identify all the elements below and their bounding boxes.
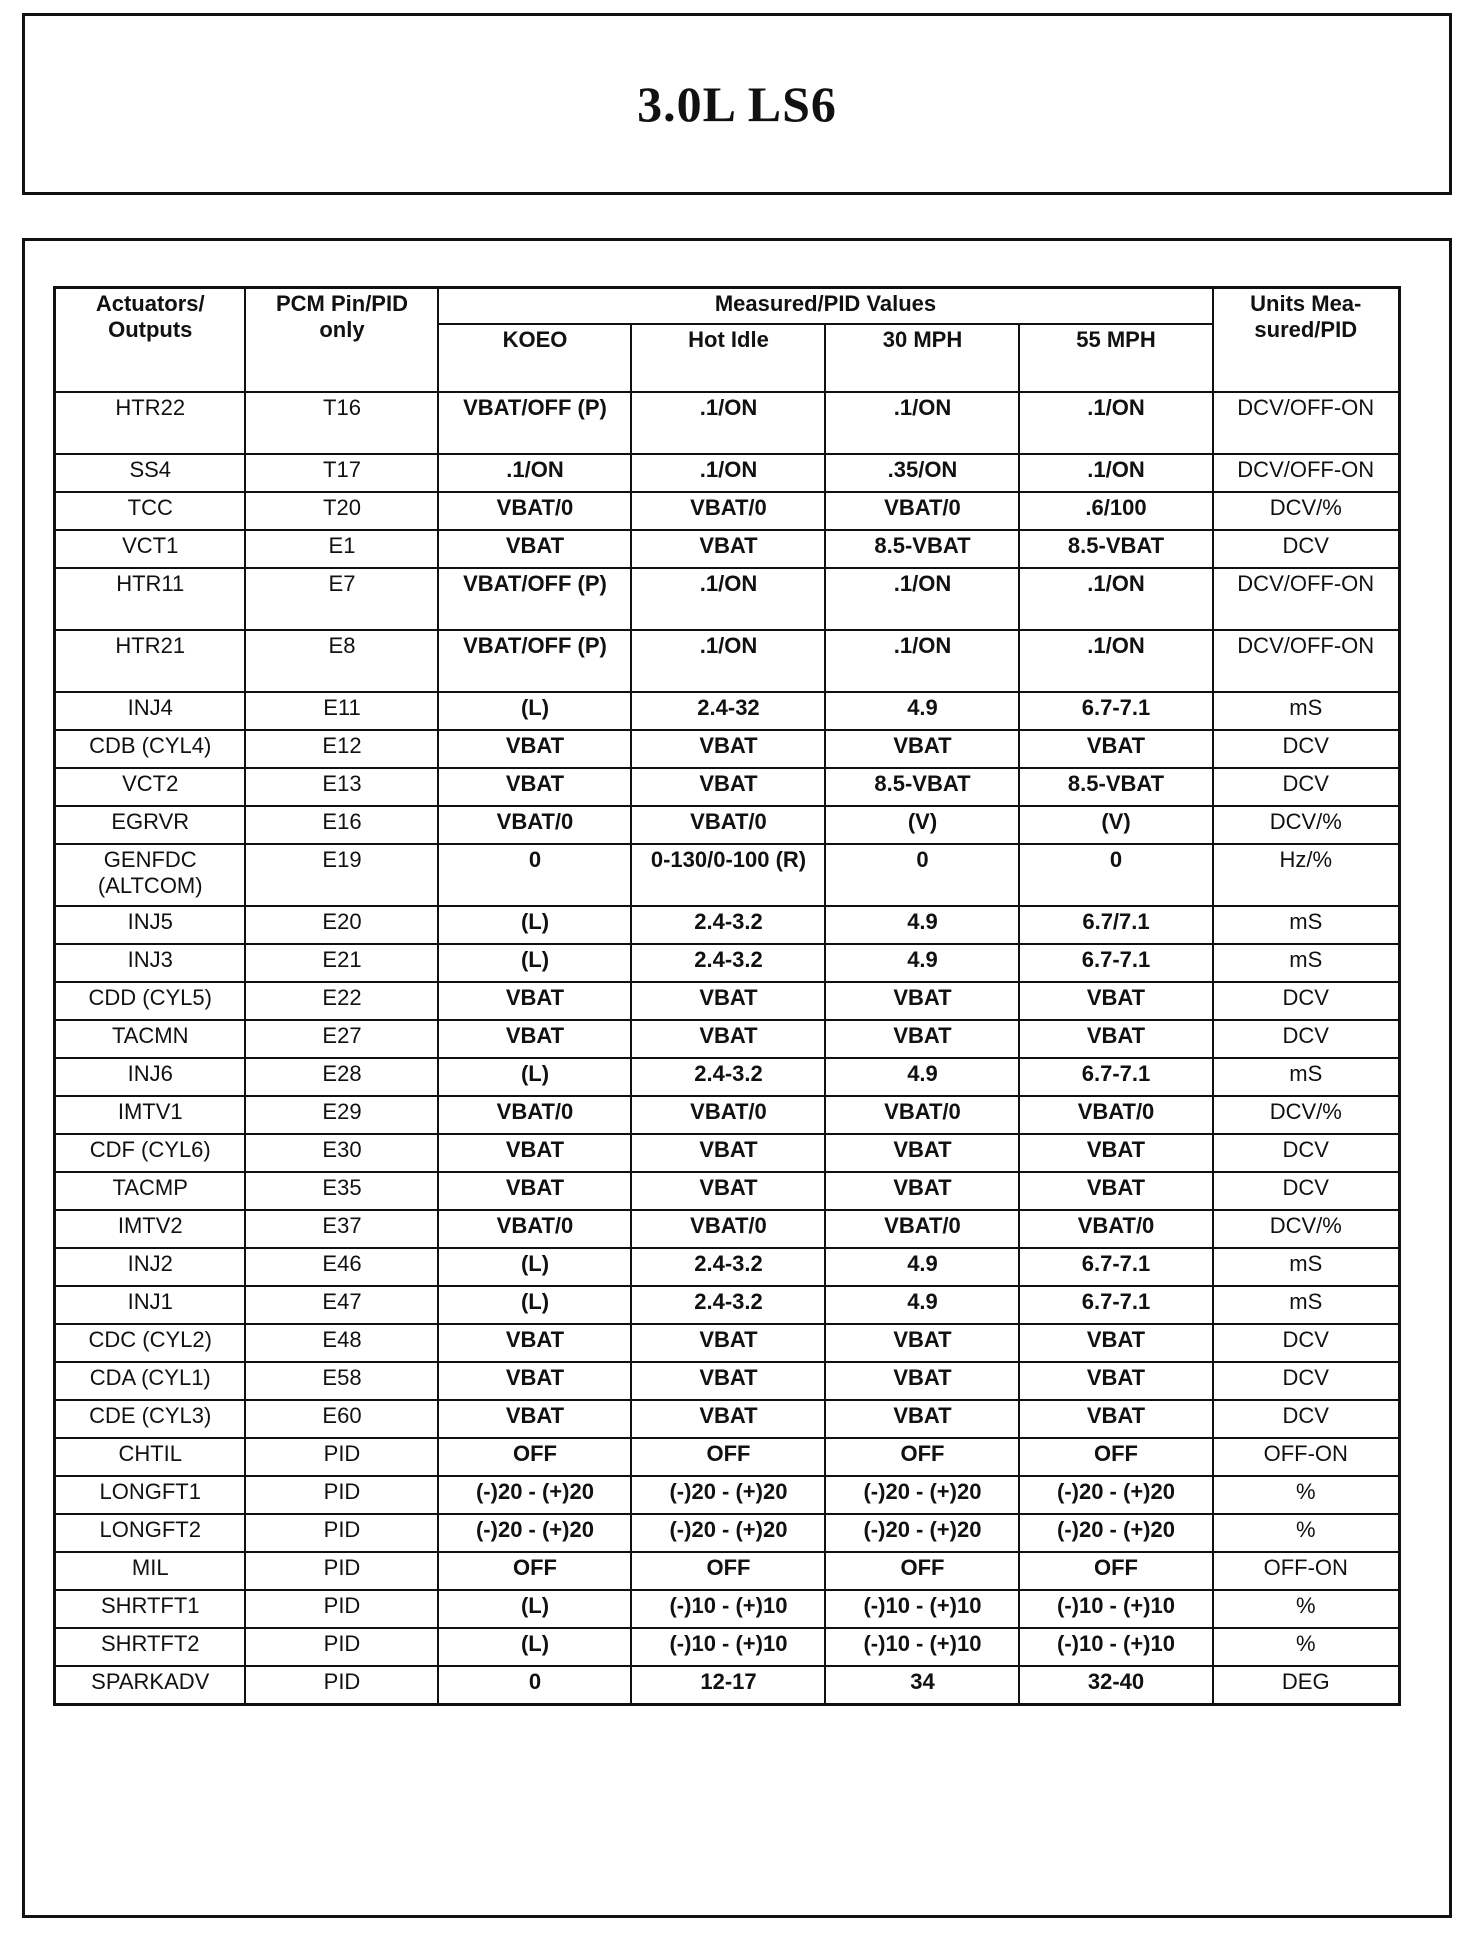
units-cell: mS [1213,1058,1400,1096]
units-cell: OFF-ON [1213,1552,1400,1590]
mph30-cell: 4.9 [825,944,1019,982]
table-row [55,1362,1400,1400]
units-cell: DCV [1213,982,1400,1020]
pin-cell: T16 [245,392,438,454]
mph55-cell: 6.7/7.1 [1019,906,1212,944]
mph55-cell: 0 [1019,844,1212,906]
table-row [55,1210,1400,1248]
mph30-cell: VBAT [825,1324,1019,1362]
mph30-cell: OFF [825,1438,1019,1476]
hot-idle-cell: VBAT [631,982,825,1020]
hot-idle-cell: VBAT [631,530,825,568]
header-30-mph: 30 MPH [825,324,1019,392]
hot-idle-cell: OFF [631,1552,825,1590]
table-row [55,1324,1400,1362]
table-row [55,492,1400,530]
actuator-cell: VCT1 [55,530,246,568]
table-row [55,568,1400,630]
mph55-cell: 8.5-VBAT [1019,530,1212,568]
mph30-cell: 4.9 [825,906,1019,944]
mph55-cell: VBAT/0 [1019,1210,1212,1248]
koeo-cell: VBAT/OFF (P) [438,568,631,630]
hot-idle-cell: .1/ON [631,454,825,492]
hot-idle-cell: 2.4-3.2 [631,1058,825,1096]
koeo-cell: (L) [438,944,631,982]
header-koeo: KOEO [438,324,631,392]
mph30-cell: (-)10 - (+)10 [825,1590,1019,1628]
koeo-cell: VBAT [438,730,631,768]
koeo-cell: VBAT/OFF (P) [438,630,631,692]
koeo-cell: VBAT [438,1324,631,1362]
header-hot-idle: Hot Idle [631,324,825,392]
pin-cell: E11 [245,692,438,730]
mph55-cell: .1/ON [1019,630,1212,692]
units-cell: DCV [1213,1362,1400,1400]
mph30-cell: 34 [825,1666,1019,1705]
pin-cell: E28 [245,1058,438,1096]
koeo-cell: (-)20 - (+)20 [438,1476,631,1514]
units-cell: mS [1213,692,1400,730]
pin-cell: E22 [245,982,438,1020]
mph55-cell: VBAT/0 [1019,1096,1212,1134]
header-measured-group: Measured/PID Values [438,288,1212,325]
koeo-cell: VBAT [438,1020,631,1058]
hot-idle-cell: 2.4-32 [631,692,825,730]
units-cell: DCV [1213,768,1400,806]
pin-cell: PID [245,1628,438,1666]
hot-idle-cell: 0-130/0-100 (R) [631,844,825,906]
table-row [55,1666,1400,1705]
table-row [55,1020,1400,1058]
koeo-cell: 0 [438,1666,631,1705]
actuator-cell: INJ1 [55,1286,246,1324]
mph55-cell: 6.7-7.1 [1019,1058,1212,1096]
actuator-cell: CDC (CYL2) [55,1324,246,1362]
table-row [55,1552,1400,1590]
pin-cell: PID [245,1666,438,1705]
mph55-cell: VBAT [1019,982,1212,1020]
table-row [55,1514,1400,1552]
table-row [55,392,1400,454]
table-body [55,392,1400,1705]
units-cell: DCV/OFF-ON [1213,630,1400,692]
koeo-cell: (-)20 - (+)20 [438,1514,631,1552]
mph30-cell: 4.9 [825,1058,1019,1096]
koeo-cell: OFF [438,1552,631,1590]
table-row [55,1286,1400,1324]
units-cell: DCV [1213,1324,1400,1362]
actuator-cell: INJ2 [55,1248,246,1286]
table-row [55,630,1400,692]
units-cell: mS [1213,906,1400,944]
mph30-cell: (V) [825,806,1019,844]
hot-idle-cell: (-)10 - (+)10 [631,1628,825,1666]
hot-idle-cell: (-)10 - (+)10 [631,1590,825,1628]
actuator-cell: LONGFT2 [55,1514,246,1552]
koeo-cell: VBAT/0 [438,1210,631,1248]
mph30-cell: VBAT [825,982,1019,1020]
hot-idle-cell: .1/ON [631,568,825,630]
pin-cell: E20 [245,906,438,944]
actuator-cell: VCT2 [55,768,246,806]
mph55-cell: 8.5-VBAT [1019,768,1212,806]
header-actuators: Actuators/ Outputs [55,288,246,393]
pin-cell: E37 [245,1210,438,1248]
mph30-cell: (-)20 - (+)20 [825,1476,1019,1514]
actuator-cell: HTR21 [55,630,246,692]
table-row [55,982,1400,1020]
mph30-cell: 8.5-VBAT [825,768,1019,806]
hot-idle-cell: 2.4-3.2 [631,1286,825,1324]
mph30-cell: 8.5-VBAT [825,530,1019,568]
actuator-cell: IMTV1 [55,1096,246,1134]
page-title: 3.0L LS6 [637,76,837,132]
mph30-cell: .35/ON [825,454,1019,492]
koeo-cell: VBAT/0 [438,1096,631,1134]
header-pin: PCM Pin/PID only [245,288,438,393]
actuator-cell: EGRVR [55,806,246,844]
pin-cell: E12 [245,730,438,768]
mph30-cell: VBAT [825,1172,1019,1210]
mph55-cell: (-)10 - (+)10 [1019,1628,1212,1666]
actuator-cell: HTR11 [55,568,246,630]
actuator-cell: MIL [55,1552,246,1590]
measured-values-table [53,286,1401,1706]
actuator-cell: LONGFT1 [55,1476,246,1514]
units-cell: % [1213,1514,1400,1552]
mph55-cell: VBAT [1019,1362,1212,1400]
pin-cell: E21 [245,944,438,982]
actuator-cell: SHRTFT2 [55,1628,246,1666]
hot-idle-cell: VBAT/0 [631,806,825,844]
koeo-cell: .1/ON [438,454,631,492]
mph55-cell: (-)20 - (+)20 [1019,1514,1212,1552]
koeo-cell: (L) [438,1286,631,1324]
mph30-cell: 4.9 [825,692,1019,730]
actuator-cell: SS4 [55,454,246,492]
pin-cell: E58 [245,1362,438,1400]
pin-cell: E60 [245,1400,438,1438]
pin-cell: PID [245,1438,438,1476]
koeo-cell: VBAT [438,768,631,806]
hot-idle-cell: VBAT [631,768,825,806]
table-row [55,1134,1400,1172]
mph55-cell: VBAT [1019,1134,1212,1172]
table-row [55,906,1400,944]
mph30-cell: 4.9 [825,1248,1019,1286]
mph30-cell: .1/ON [825,630,1019,692]
table-row [55,530,1400,568]
mph55-cell: 6.7-7.1 [1019,944,1212,982]
actuator-cell: HTR22 [55,392,246,454]
units-cell: DCV/% [1213,492,1400,530]
hot-idle-cell: (-)20 - (+)20 [631,1514,825,1552]
units-cell: DCV/% [1213,1210,1400,1248]
mph55-cell: 6.7-7.1 [1019,1286,1212,1324]
pin-cell: E7 [245,568,438,630]
pin-cell: PID [245,1476,438,1514]
hot-idle-cell: VBAT/0 [631,1210,825,1248]
table-row [55,1476,1400,1514]
koeo-cell: VBAT [438,1400,631,1438]
pin-cell: T17 [245,454,438,492]
units-cell: DEG [1213,1666,1400,1705]
units-cell: % [1213,1476,1400,1514]
actuator-cell: CDE (CYL3) [55,1400,246,1438]
mph30-cell: .1/ON [825,392,1019,454]
hot-idle-cell: (-)20 - (+)20 [631,1476,825,1514]
actuator-cell: CDD (CYL5) [55,982,246,1020]
title-box [22,13,1452,195]
units-cell: DCV [1213,1172,1400,1210]
koeo-cell: VBAT [438,1134,631,1172]
mph30-cell: VBAT/0 [825,1096,1019,1134]
header-55-mph: 55 MPH [1019,324,1212,392]
mph30-cell: 4.9 [825,1286,1019,1324]
pin-cell: E35 [245,1172,438,1210]
hot-idle-cell: VBAT [631,1400,825,1438]
mph55-cell: 32-40 [1019,1666,1212,1705]
mph55-cell: 6.7-7.1 [1019,692,1212,730]
koeo-cell: OFF [438,1438,631,1476]
koeo-cell: VBAT/OFF (P) [438,392,631,454]
table-row [55,692,1400,730]
pin-cell: E1 [245,530,438,568]
mph55-cell: (-)20 - (+)20 [1019,1476,1212,1514]
units-cell: DCV [1213,730,1400,768]
hot-idle-cell: OFF [631,1438,825,1476]
actuator-cell: IMTV2 [55,1210,246,1248]
actuator-cell: INJ3 [55,944,246,982]
table-row [55,1400,1400,1438]
mph55-cell: 6.7-7.1 [1019,1248,1212,1286]
hot-idle-cell: VBAT [631,730,825,768]
hot-idle-cell: 2.4-3.2 [631,1248,825,1286]
units-cell: DCV/% [1213,1096,1400,1134]
actuator-cell: SPARKADV [55,1666,246,1705]
actuator-cell: SHRTFT1 [55,1590,246,1628]
koeo-cell: VBAT/0 [438,806,631,844]
koeo-cell: 0 [438,844,631,906]
actuator-cell: INJ5 [55,906,246,944]
table-row [55,1096,1400,1134]
units-cell: DCV/% [1213,806,1400,844]
koeo-cell: (L) [438,692,631,730]
hot-idle-cell: VBAT [631,1362,825,1400]
mph55-cell: OFF [1019,1552,1212,1590]
mph30-cell: OFF [825,1552,1019,1590]
mph55-cell: VBAT [1019,1020,1212,1058]
pin-cell: E30 [245,1134,438,1172]
mph30-cell: VBAT [825,1400,1019,1438]
table-row [55,768,1400,806]
hot-idle-cell: 12-17 [631,1666,825,1705]
mph30-cell: VBAT/0 [825,1210,1019,1248]
hot-idle-cell: VBAT [631,1020,825,1058]
pin-cell: E13 [245,768,438,806]
mph55-cell: VBAT [1019,1324,1212,1362]
table-row [55,730,1400,768]
koeo-cell: VBAT/0 [438,492,631,530]
pin-cell: PID [245,1590,438,1628]
table-row [55,1590,1400,1628]
table-row [55,806,1400,844]
units-cell: DCV/OFF-ON [1213,568,1400,630]
pin-cell: E29 [245,1096,438,1134]
pin-cell: E46 [245,1248,438,1286]
table-row [55,844,1400,906]
pin-cell: E16 [245,806,438,844]
mph30-cell: VBAT [825,1134,1019,1172]
mph30-cell: 0 [825,844,1019,906]
table-row [55,944,1400,982]
hot-idle-cell: VBAT [631,1134,825,1172]
actuator-cell: CHTIL [55,1438,246,1476]
koeo-cell: (L) [438,906,631,944]
mph55-cell: (V) [1019,806,1212,844]
hot-idle-cell: 2.4-3.2 [631,944,825,982]
table-row [55,1058,1400,1096]
pin-cell: T20 [245,492,438,530]
units-cell: % [1213,1628,1400,1666]
pin-cell: E27 [245,1020,438,1058]
koeo-cell: VBAT [438,530,631,568]
pin-cell: PID [245,1552,438,1590]
mph55-cell: OFF [1019,1438,1212,1476]
hot-idle-cell: .1/ON [631,630,825,692]
hot-idle-cell: VBAT [631,1172,825,1210]
table-row [55,1628,1400,1666]
mph55-cell: .1/ON [1019,392,1212,454]
koeo-cell: (L) [438,1628,631,1666]
units-cell: DCV [1213,1020,1400,1058]
actuator-cell: INJ4 [55,692,246,730]
units-cell: DCV [1213,1134,1400,1172]
actuator-cell: TACMP [55,1172,246,1210]
actuator-cell: CDB (CYL4) [55,730,246,768]
pin-cell: E8 [245,630,438,692]
mph30-cell: VBAT [825,1362,1019,1400]
actuator-cell: TACMN [55,1020,246,1058]
units-cell: mS [1213,1286,1400,1324]
hot-idle-cell: VBAT [631,1324,825,1362]
units-cell: mS [1213,1248,1400,1286]
hot-idle-cell: .1/ON [631,392,825,454]
mph55-cell: .1/ON [1019,454,1212,492]
pin-cell: E48 [245,1324,438,1362]
koeo-cell: (L) [438,1058,631,1096]
units-cell: DCV/OFF-ON [1213,454,1400,492]
pin-cell: E47 [245,1286,438,1324]
units-cell: % [1213,1590,1400,1628]
units-cell: DCV [1213,530,1400,568]
mph55-cell: VBAT [1019,1172,1212,1210]
hot-idle-cell: VBAT/0 [631,492,825,530]
mph55-cell: .1/ON [1019,568,1212,630]
actuator-cell: TCC [55,492,246,530]
mph30-cell: VBAT [825,1020,1019,1058]
actuator-cell: CDA (CYL1) [55,1362,246,1400]
mph30-cell: VBAT/0 [825,492,1019,530]
table-row [55,1248,1400,1286]
mph55-cell: .6/100 [1019,492,1212,530]
mph30-cell: .1/ON [825,568,1019,630]
units-cell: DCV [1213,1400,1400,1438]
koeo-cell: VBAT [438,1172,631,1210]
units-cell: OFF-ON [1213,1438,1400,1476]
mph55-cell: (-)10 - (+)10 [1019,1590,1212,1628]
actuator-cell: CDF (CYL6) [55,1134,246,1172]
koeo-cell: (L) [438,1248,631,1286]
units-cell: Hz/% [1213,844,1400,906]
header-units: Units Mea-sured/PID [1213,288,1400,393]
mph55-cell: VBAT [1019,1400,1212,1438]
actuator-cell: INJ6 [55,1058,246,1096]
pin-cell: PID [245,1514,438,1552]
mph30-cell: (-)20 - (+)20 [825,1514,1019,1552]
mph30-cell: (-)10 - (+)10 [825,1628,1019,1666]
mph55-cell: VBAT [1019,730,1212,768]
koeo-cell: (L) [438,1590,631,1628]
hot-idle-cell: VBAT/0 [631,1096,825,1134]
units-cell: mS [1213,944,1400,982]
units-cell: DCV/OFF-ON [1213,392,1400,454]
koeo-cell: VBAT [438,982,631,1020]
koeo-cell: VBAT [438,1362,631,1400]
mph30-cell: VBAT [825,730,1019,768]
actuator-cell: GENFDC (ALTCOM) [55,844,246,906]
hot-idle-cell: 2.4-3.2 [631,906,825,944]
table-row [55,1172,1400,1210]
table-row [55,454,1400,492]
table-row [55,1438,1400,1476]
pin-cell: E19 [245,844,438,906]
